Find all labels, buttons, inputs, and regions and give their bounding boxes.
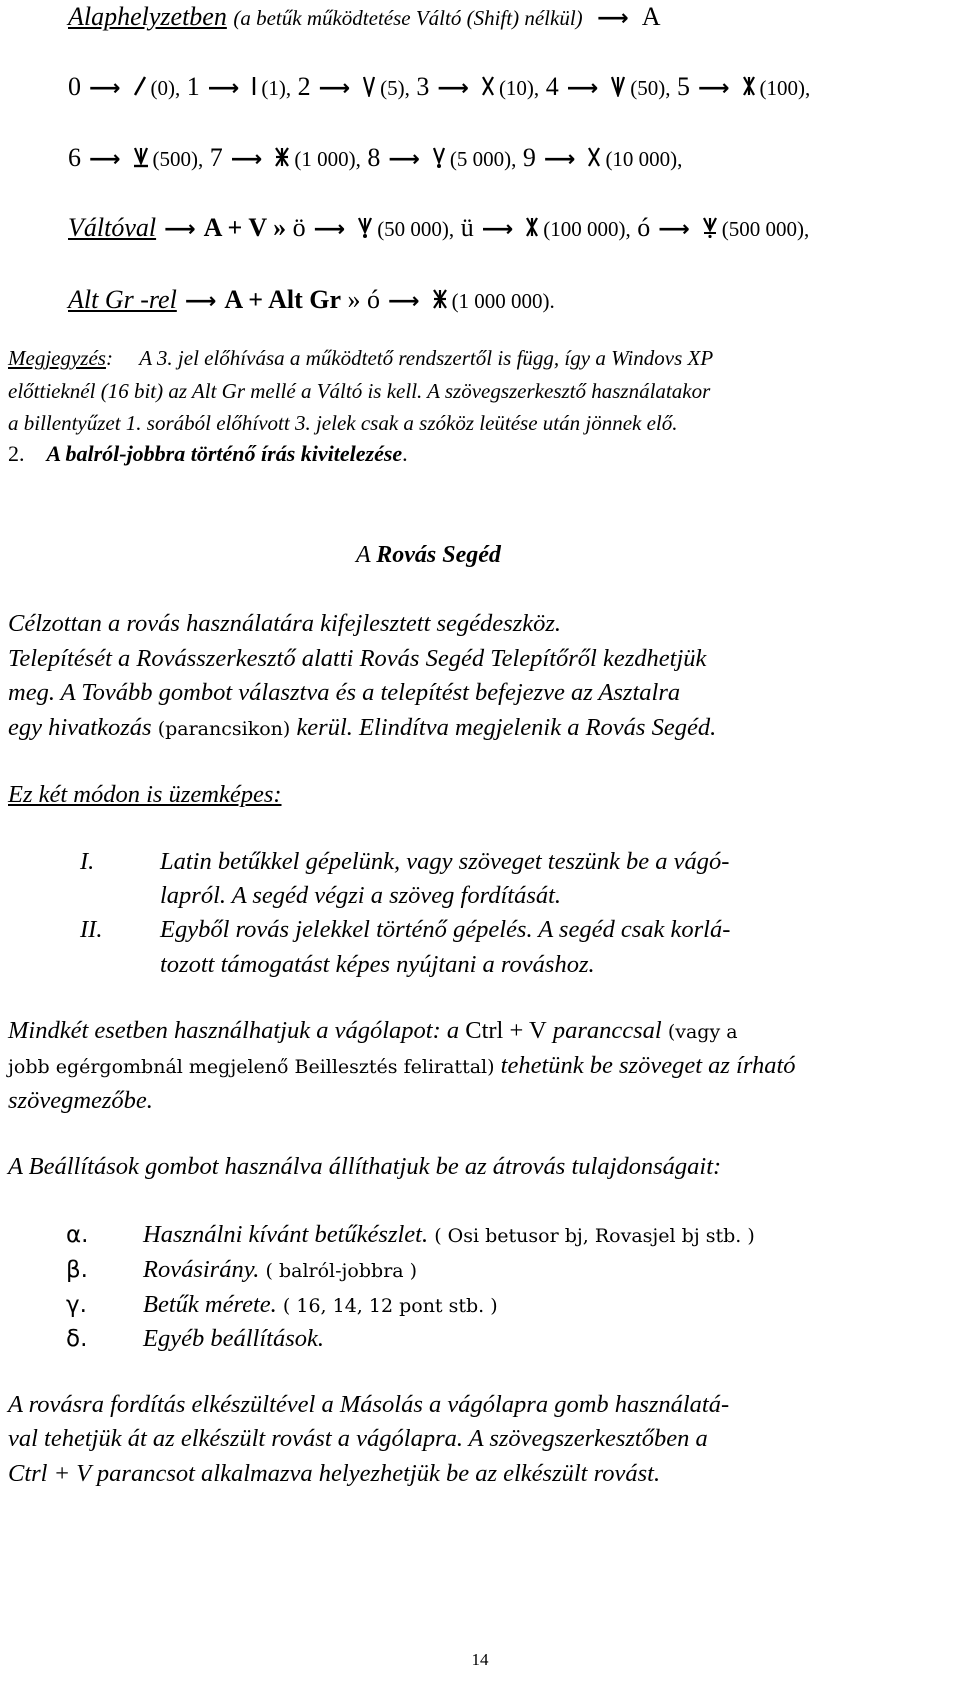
altgr-label: Alt Gr -rel	[68, 285, 177, 314]
text-span: ( balról-jobbra )	[265, 1260, 418, 1282]
arrow-icon: ⟶	[388, 288, 420, 313]
list-item-i-line-2: lapról. A segéd végzi a szöveg fordítását.	[160, 882, 562, 909]
text-span: ( Osi betusor bj, Rovasjel bj stb. )	[434, 1225, 755, 1247]
arrow-icon: ⟶	[207, 75, 240, 100]
rune-500-icon	[133, 146, 149, 168]
page-number: 14	[471, 1650, 489, 1669]
arrow-icon: ⟶	[318, 75, 351, 100]
greek-gamma	[66, 1291, 87, 1319]
altgr-keys: A + Alt Gr	[224, 285, 342, 314]
shift-keys: A + V »	[203, 213, 287, 242]
default-letter: A	[641, 2, 661, 31]
arrow-icon: ⟶	[164, 216, 196, 241]
arrow-icon: ⟶	[697, 75, 730, 100]
rune-5000-icon	[432, 146, 446, 168]
delta-marker: δ.	[66, 1326, 88, 1352]
paragraph-line: Telepítését a Rovásszerkesztő alatti Rovás Segéd Telepítőről kezdhetjük	[8, 645, 707, 672]
section-number: 2.	[8, 441, 25, 466]
digit-7: 7	[209, 143, 223, 172]
text-span: Rovásirány.	[143, 1256, 260, 1283]
section-title	[356, 542, 501, 569]
greek-alpha	[66, 1221, 88, 1249]
note-line-2: előttieknél (16 bit) az Alt Gr mellé a Váltó is kell. A szövegszerkesztő használatakor	[8, 379, 711, 403]
text-span: (vagy a	[667, 1021, 738, 1043]
beta-item	[143, 1256, 417, 1284]
rune-500000-icon	[702, 216, 718, 238]
list-number-i: I.	[80, 848, 95, 875]
arrow-icon: ⟶	[89, 75, 121, 100]
arrow-icon: ⟶	[437, 75, 469, 100]
text-span: tehetünk be szöveget az írható	[500, 1052, 796, 1079]
arrow-icon: ⟶	[543, 146, 576, 171]
rune-5-icon	[362, 75, 376, 97]
alpha-marker: α.	[66, 1222, 89, 1248]
rune-1000000-value: (1 000 000).	[451, 289, 555, 313]
paragraph-line: A rovásra fordítás elkészültével a Másolás a vágólapra gomb használatá-	[8, 1391, 730, 1418]
rune-500-value: (500),	[152, 147, 204, 171]
paragraph-line: val tehetjük át az elkészült rovást a vágólapra. A szövegszerkesztőben a	[8, 1425, 708, 1452]
rune-10-value: (10),	[498, 76, 540, 100]
modes-heading: Ez két módon is üzemképes:	[8, 781, 282, 808]
text-span: Ctrl + V	[465, 1017, 547, 1044]
arrow-icon: ⟶	[184, 288, 217, 313]
text-span: egy hivatkozás	[8, 714, 152, 741]
paragraph-line	[8, 1017, 738, 1045]
rune-100-icon	[742, 75, 756, 97]
title-prefix: A	[356, 542, 371, 568]
rune-10000-value: (10 000),	[605, 147, 683, 171]
rune-5000-value: (5 000),	[449, 147, 517, 171]
rune-100000-icon	[525, 216, 539, 238]
gamma-item	[143, 1291, 498, 1319]
altgr-separator: »	[347, 285, 361, 314]
rune-50000-value: (50 000),	[377, 217, 455, 241]
paragraph-line: meg. A Tovább gombot választva és a telepítést befejezve az Asztalra	[8, 679, 681, 706]
shift-line	[68, 213, 809, 243]
note-colon: :	[105, 346, 113, 370]
gamma-marker: γ.	[66, 1292, 87, 1318]
list-number-ii: II.	[80, 916, 103, 943]
text-span: Mindkét esetben használhatjuk a vágólapot: a	[8, 1017, 460, 1044]
digit-9: 9	[522, 143, 536, 172]
rune-50000-icon	[357, 216, 373, 238]
paragraph-line: Célzottan a rovás használatára kifejlesztett segédeszköz.	[8, 610, 562, 637]
paragraph-line: Ctrl + V parancsot alkalmazva helyezhetjük be az elkészült rovást.	[8, 1460, 661, 1487]
rune-10-icon	[481, 75, 495, 97]
rune-0-value: (0),	[150, 76, 181, 100]
note-label: Megjegyzés	[8, 346, 106, 370]
note-line-1	[8, 346, 713, 371]
digit-3: 3	[416, 72, 430, 101]
beta-marker: β.	[66, 1257, 88, 1283]
rune-1000-value: (1 000),	[294, 147, 361, 171]
rune-row-1	[68, 72, 810, 102]
rune-500000-value: (500 000),	[721, 217, 810, 241]
arrow-icon: ⟶	[597, 5, 629, 30]
rune-100000-value: (100 000),	[543, 217, 631, 241]
arrow-icon: ⟶	[658, 216, 690, 241]
text-span: ( 16, 14, 12 pont stb. )	[282, 1295, 498, 1317]
text-span: (parancsikon)	[157, 718, 291, 740]
digit-2: 2	[297, 72, 311, 101]
list-item-ii-line-2: tozott támogatást képes nyújtani a rováshoz.	[160, 951, 595, 978]
shift-oo: ó	[637, 213, 651, 242]
paragraph-line	[8, 714, 716, 742]
text-span: kerül. Elindítva megjelenik a Rovás Segéd.	[296, 714, 717, 741]
arrow-icon: ⟶	[89, 146, 121, 171]
rune-row-2	[68, 143, 682, 173]
paragraph-line: szövegmezőbe.	[8, 1087, 153, 1114]
text-span: Használni kívánt betűkészlet.	[143, 1221, 429, 1248]
default-state-paren: (a betűk működtetése Váltó (Shift) nélkül)	[233, 6, 583, 30]
list-item-i-line-1: Latin betűkkel gépelünk, vagy szöveget teszünk be a vágó-	[160, 848, 730, 875]
default-state-line	[68, 2, 661, 32]
text-span: jobb egérgombnál megjelenő Beillesztés felirattal)	[8, 1056, 495, 1078]
text-span: paranccsal	[552, 1017, 662, 1044]
section-2-heading: 2. A balról-jobbra történő írás kivitelezése.	[8, 441, 408, 466]
arrow-icon: ⟶	[313, 216, 346, 241]
title-bold: Rovás Segéd	[376, 542, 501, 568]
arrow-icon: ⟶	[481, 216, 514, 241]
greek-delta	[66, 1325, 87, 1353]
delta-item: Egyéb beállítások.	[143, 1325, 324, 1352]
rune-100-value: (100),	[759, 76, 811, 100]
rune-10000-icon	[587, 146, 601, 168]
greek-beta	[66, 1256, 88, 1284]
rune-50-icon	[610, 75, 626, 97]
digit-6: 6	[68, 143, 81, 172]
settings-line: A Beállítások gombot használva állíthatjuk be az átrovás tulajdonságait:	[8, 1153, 722, 1180]
digit-1: 1	[186, 72, 200, 101]
section-heading-text: A balról-jobbra történő írás kivitelezése	[46, 441, 403, 466]
shift-o: ö	[292, 213, 306, 242]
digit-8: 8	[367, 143, 381, 172]
rune-1-icon	[251, 75, 257, 97]
shift-u: ü	[460, 213, 474, 242]
rune-5-value: (5),	[380, 76, 410, 100]
list-item-ii-line-1: Egyből rovás jelekkel történő gépelés. A segéd csak korlá-	[160, 916, 731, 943]
altgr-o: ó	[367, 285, 381, 314]
alpha-item	[143, 1221, 755, 1249]
altgr-line	[68, 285, 555, 315]
text-span: Betűk mérete.	[143, 1291, 277, 1318]
digit-5: 5	[676, 72, 690, 101]
note-text-1: A 3. jel előhívása a működtető rendszertől is függ, így a Windovs XP	[139, 346, 714, 370]
paragraph-line	[8, 1052, 796, 1080]
rune-1000000-icon	[432, 288, 448, 310]
rune-1000-icon	[274, 146, 290, 168]
digit-4: 4	[545, 72, 559, 101]
arrow-icon: ⟶	[388, 146, 420, 171]
rune-0-icon	[133, 75, 147, 97]
arrow-icon: ⟶	[566, 75, 599, 100]
rune-1-value: (1),	[261, 76, 292, 100]
digit-0: 0	[68, 72, 81, 101]
default-state-label: Alaphelyzetben	[68, 2, 227, 31]
arrow-icon: ⟶	[230, 146, 263, 171]
note-line-3: a billentyűzet 1. sorából előhívott 3. jelek csak a szóköz leütése után jönnek elő.	[8, 411, 678, 435]
shift-label: Váltóval	[68, 213, 157, 242]
rune-50-value: (50),	[630, 76, 671, 100]
